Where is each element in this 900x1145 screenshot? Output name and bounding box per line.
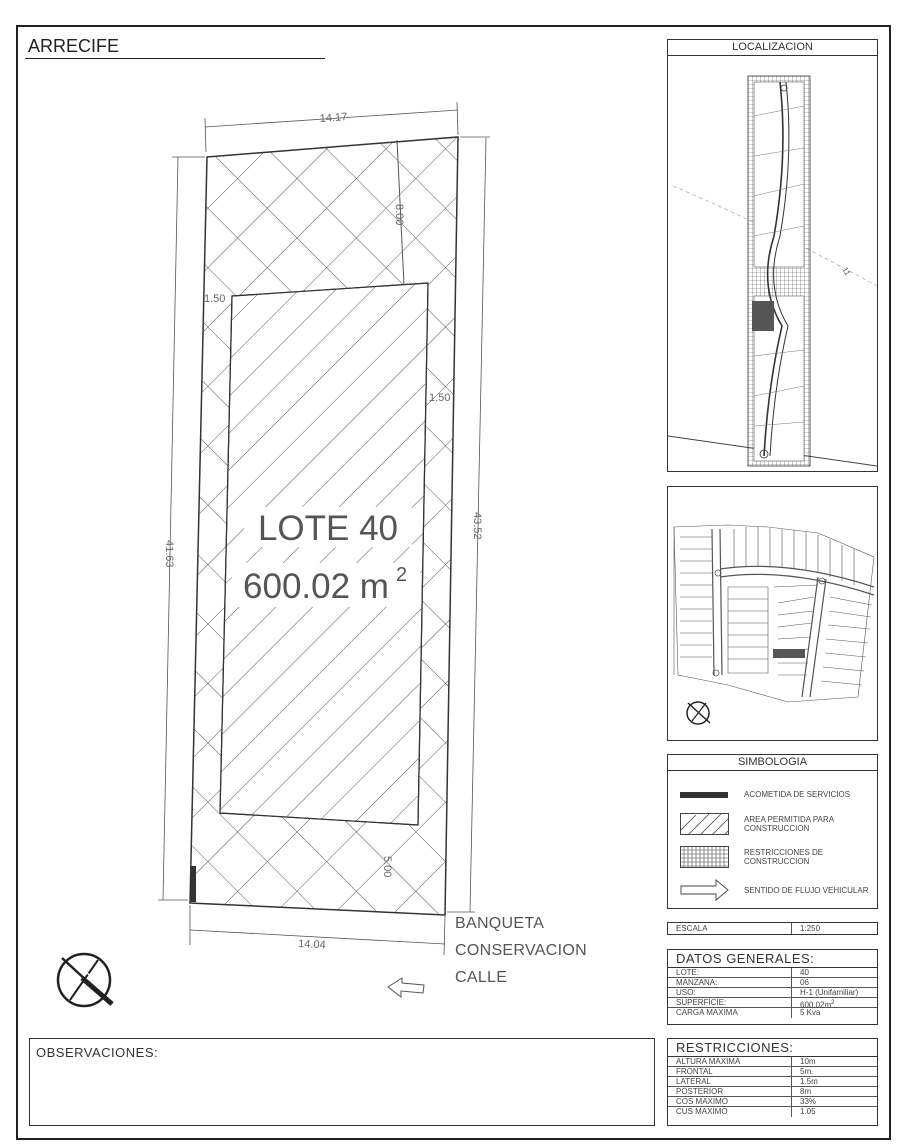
grid-hatch-icon xyxy=(680,846,730,868)
table-row: LOTE: 40 xyxy=(668,968,877,978)
legend-item-service: ACOMETIDA DE SERVICIOS xyxy=(680,790,850,799)
dim-left: 41.63 xyxy=(163,540,175,568)
lot-area: 600.02 m xyxy=(243,567,389,606)
setback-left: 1.50 xyxy=(204,293,226,305)
legend-item-restrictions: RESTRICCIONES DE CONSTRUCCION xyxy=(680,846,823,868)
key-map xyxy=(668,487,877,740)
key-map-panel xyxy=(667,486,878,741)
location-title: LOCALIZACION xyxy=(668,40,877,56)
service-line-icon xyxy=(680,791,730,799)
observations-box xyxy=(29,1038,655,1126)
arrow-right-icon xyxy=(680,878,730,902)
legend-title: SIMBOLOGIA xyxy=(668,755,877,771)
general-data-table xyxy=(667,949,878,1025)
table-row: POSTERIOR 8m xyxy=(668,1087,877,1097)
table-row: CUS MAXIMO 1.05 xyxy=(668,1107,877,1117)
setback-rear: 8.00 xyxy=(393,204,405,226)
service-connection xyxy=(190,866,196,902)
scale-value: 1:250 xyxy=(800,924,821,933)
setback-front: 5.00 xyxy=(381,856,393,878)
traffic-direction-arrow-icon xyxy=(388,978,424,997)
table-row: USO: H-1 (Unifamiliar) xyxy=(668,988,877,998)
north-arrow-icon xyxy=(58,954,112,1006)
legend-item-traffic-flow: SENTIDO DE FLUJO VEHICULAR xyxy=(680,878,868,902)
road-mark: 11 xyxy=(840,265,853,278)
restrictions-title: RESTRICCIONES: xyxy=(668,1039,877,1057)
general-data-title: DATOS GENERALES: xyxy=(668,950,877,968)
location-panel xyxy=(667,39,878,472)
lot-name: LOTE 40 xyxy=(257,509,399,548)
table-row: MANZANA: 06 xyxy=(668,978,877,988)
scale-label: ESCALA xyxy=(668,923,792,934)
diagonal-hatch-icon xyxy=(680,813,730,835)
table-row: SUPERFICIE: $600.02m^2$ xyxy=(668,998,877,1008)
legend-panel xyxy=(667,754,878,909)
table-row: COS MAXIMO 33% xyxy=(668,1097,877,1107)
dim-bottom: 14.04 xyxy=(297,938,326,952)
sidewalk-label: BANQUETA xyxy=(455,915,545,932)
scale-row xyxy=(667,922,878,935)
north-arrow-small-icon xyxy=(687,702,710,724)
table-row: LATERAL 1.5m xyxy=(668,1077,877,1087)
table-row: FRONTAL 5m. xyxy=(668,1067,877,1077)
road-name-label: CONSERVACION xyxy=(455,942,587,959)
lot-area-unit-superscript: 2 xyxy=(396,564,408,586)
observations-label: OBSERVACIONES: xyxy=(36,1045,159,1060)
location-map xyxy=(668,56,877,471)
project-title: ARRECIFE xyxy=(28,36,120,56)
buildable-area xyxy=(220,283,428,825)
table-row: ALTURA MAXIMA 10m xyxy=(668,1057,877,1067)
restrictions-table xyxy=(667,1038,878,1126)
setback-right: 1.50 xyxy=(429,392,451,404)
dim-right: 43.52 xyxy=(471,512,483,540)
table-row: CARGA MAXIMA 5 Kva xyxy=(668,1008,877,1018)
legend-item-buildable: AREA PERMITIDA PARA CONSTRUCCION xyxy=(680,813,834,835)
dim-top: 14.17 xyxy=(319,111,348,125)
street-label: CALLE xyxy=(455,969,508,986)
